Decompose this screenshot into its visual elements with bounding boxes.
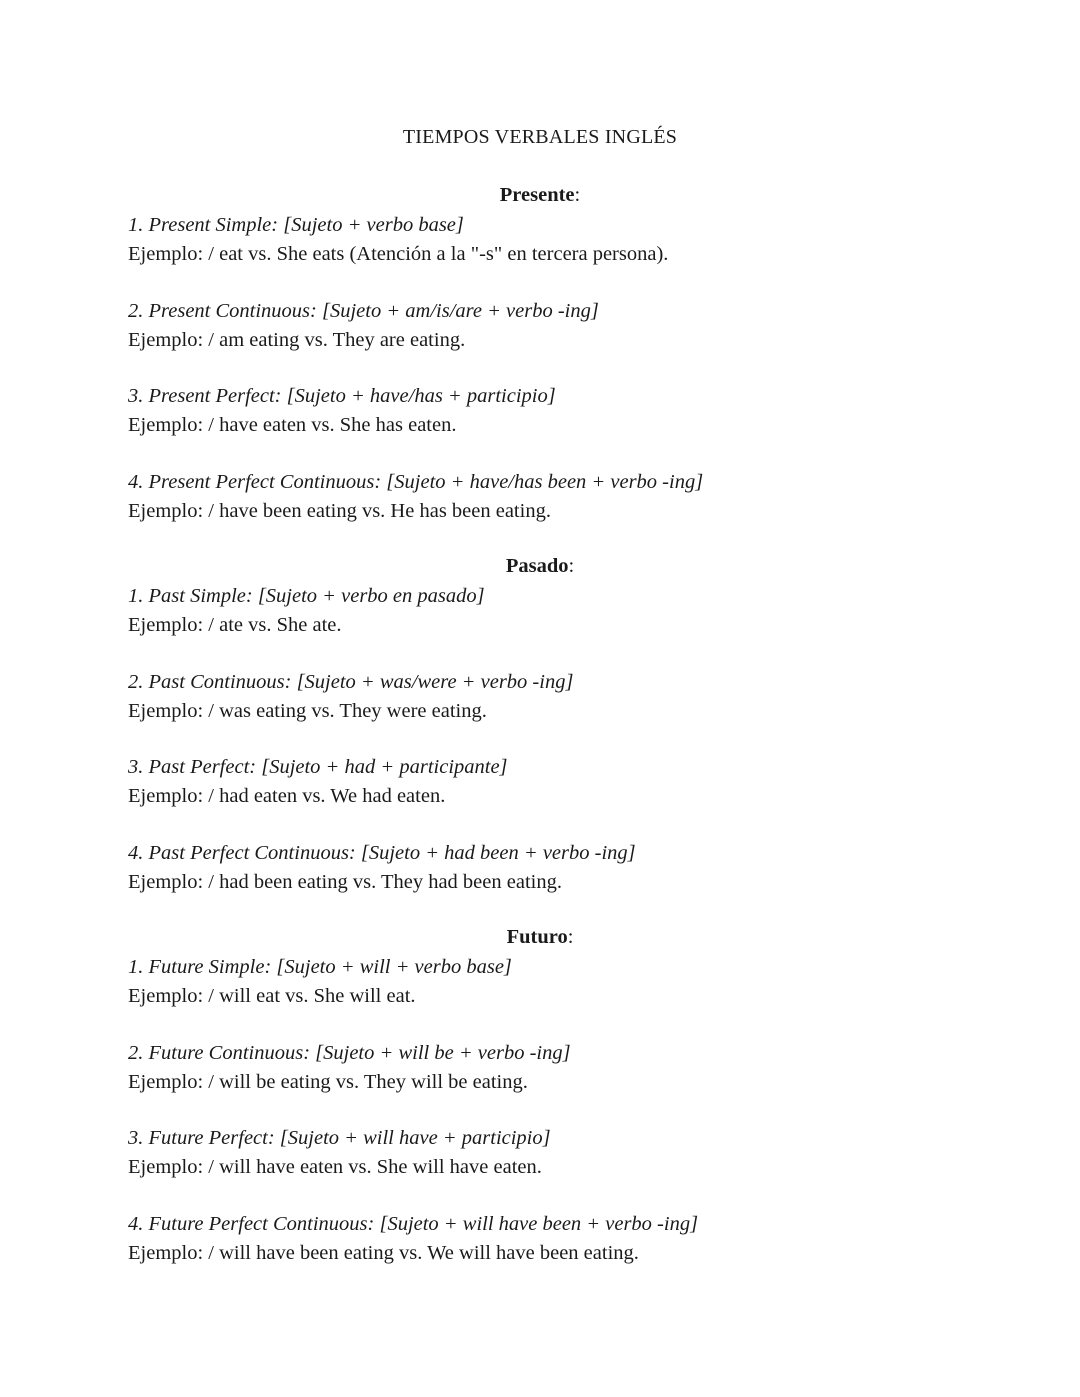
tense-example: Ejemplo: / will have eaten vs. She will have eaten.	[128, 1155, 542, 1178]
section-heading-pasado	[0, 555, 1080, 578]
tense-entry	[128, 468, 988, 525]
tense-formula: 2. Present Continuous: [Sujeto + am/is/are + verbo -ing]	[128, 300, 599, 322]
tense-example: Ejemplo: / will eat vs. She will eat.	[128, 984, 416, 1007]
section-heading-colon: :	[567, 926, 574, 948]
tense-example: Ejemplo: / will have been eating vs. We will have been eating.	[128, 1241, 639, 1264]
section-heading-label: Pasado	[505, 555, 569, 577]
tense-entry	[128, 668, 988, 725]
tense-example: Ejemplo: / was eating vs. They were eating.	[128, 699, 487, 722]
tense-formula: 1. Past Simple: [Sujeto + verbo en pasado]	[128, 585, 485, 607]
tense-example: Ejemplo: / had been eating vs. They had been eating.	[128, 870, 562, 893]
tense-entry	[128, 582, 988, 639]
tense-example: Ejemplo: / will be eating vs. They will be eating.	[128, 1070, 528, 1093]
tense-entry	[128, 839, 988, 896]
tense-example: Ejemplo: / had eaten vs. We had eaten.	[128, 784, 446, 807]
tense-formula: 3. Future Perfect: [Sujeto + will have + participio]	[128, 1127, 551, 1149]
section-heading-label: Futuro	[506, 926, 568, 948]
tense-formula: 4. Present Perfect Continuous: [Sujeto + have/has been + verbo -ing]	[128, 471, 704, 493]
section-heading-futuro	[0, 926, 1080, 949]
tense-formula: 3. Past Perfect: [Sujeto + had + participante]	[128, 756, 508, 778]
document-title: TIEMPOS VERBALES INGLÉS	[402, 126, 678, 148]
tense-entry	[128, 953, 988, 1010]
tense-entry	[128, 1039, 988, 1096]
tense-formula: 4. Future Perfect Continuous: [Sujeto + will have been + verbo -ing]	[128, 1213, 699, 1235]
tense-formula: 4. Past Perfect Continuous: [Sujeto + had been + verbo -ing]	[128, 842, 636, 864]
tense-entry	[128, 382, 988, 439]
tense-formula: 2. Past Continuous: [Sujeto + was/were + verbo -ing]	[128, 671, 574, 693]
section-heading-colon: :	[574, 184, 581, 206]
tense-entry	[128, 211, 988, 268]
tense-example: Ejemplo: / have been eating vs. He has been eating.	[128, 499, 551, 522]
tense-example: Ejemplo: / have eaten vs. She has eaten.	[128, 413, 457, 436]
section-heading-colon: :	[568, 555, 575, 577]
tense-entry	[128, 1210, 988, 1267]
tense-entry	[128, 297, 988, 354]
tense-formula: 1. Present Simple: [Sujeto + verbo base]	[128, 214, 464, 236]
tense-formula: 1. Future Simple: [Sujeto + will + verbo base]	[128, 956, 512, 978]
tense-example: Ejemplo: / am eating vs. They are eating.	[128, 328, 466, 351]
section-heading-presente	[0, 184, 1080, 207]
tense-entry	[128, 1124, 988, 1181]
tense-formula: 2. Future Continuous: [Sujeto + will be + verbo -ing]	[128, 1042, 571, 1064]
tense-formula: 3. Present Perfect: [Sujeto + have/has + participio]	[128, 385, 556, 407]
tense-example: Ejemplo: / eat vs. She eats (Atención a la "-s" en tercera persona).	[128, 242, 669, 265]
section-heading-label: Presente	[499, 184, 575, 206]
tense-entry	[128, 753, 988, 810]
tense-example: Ejemplo: / ate vs. She ate.	[128, 613, 342, 636]
